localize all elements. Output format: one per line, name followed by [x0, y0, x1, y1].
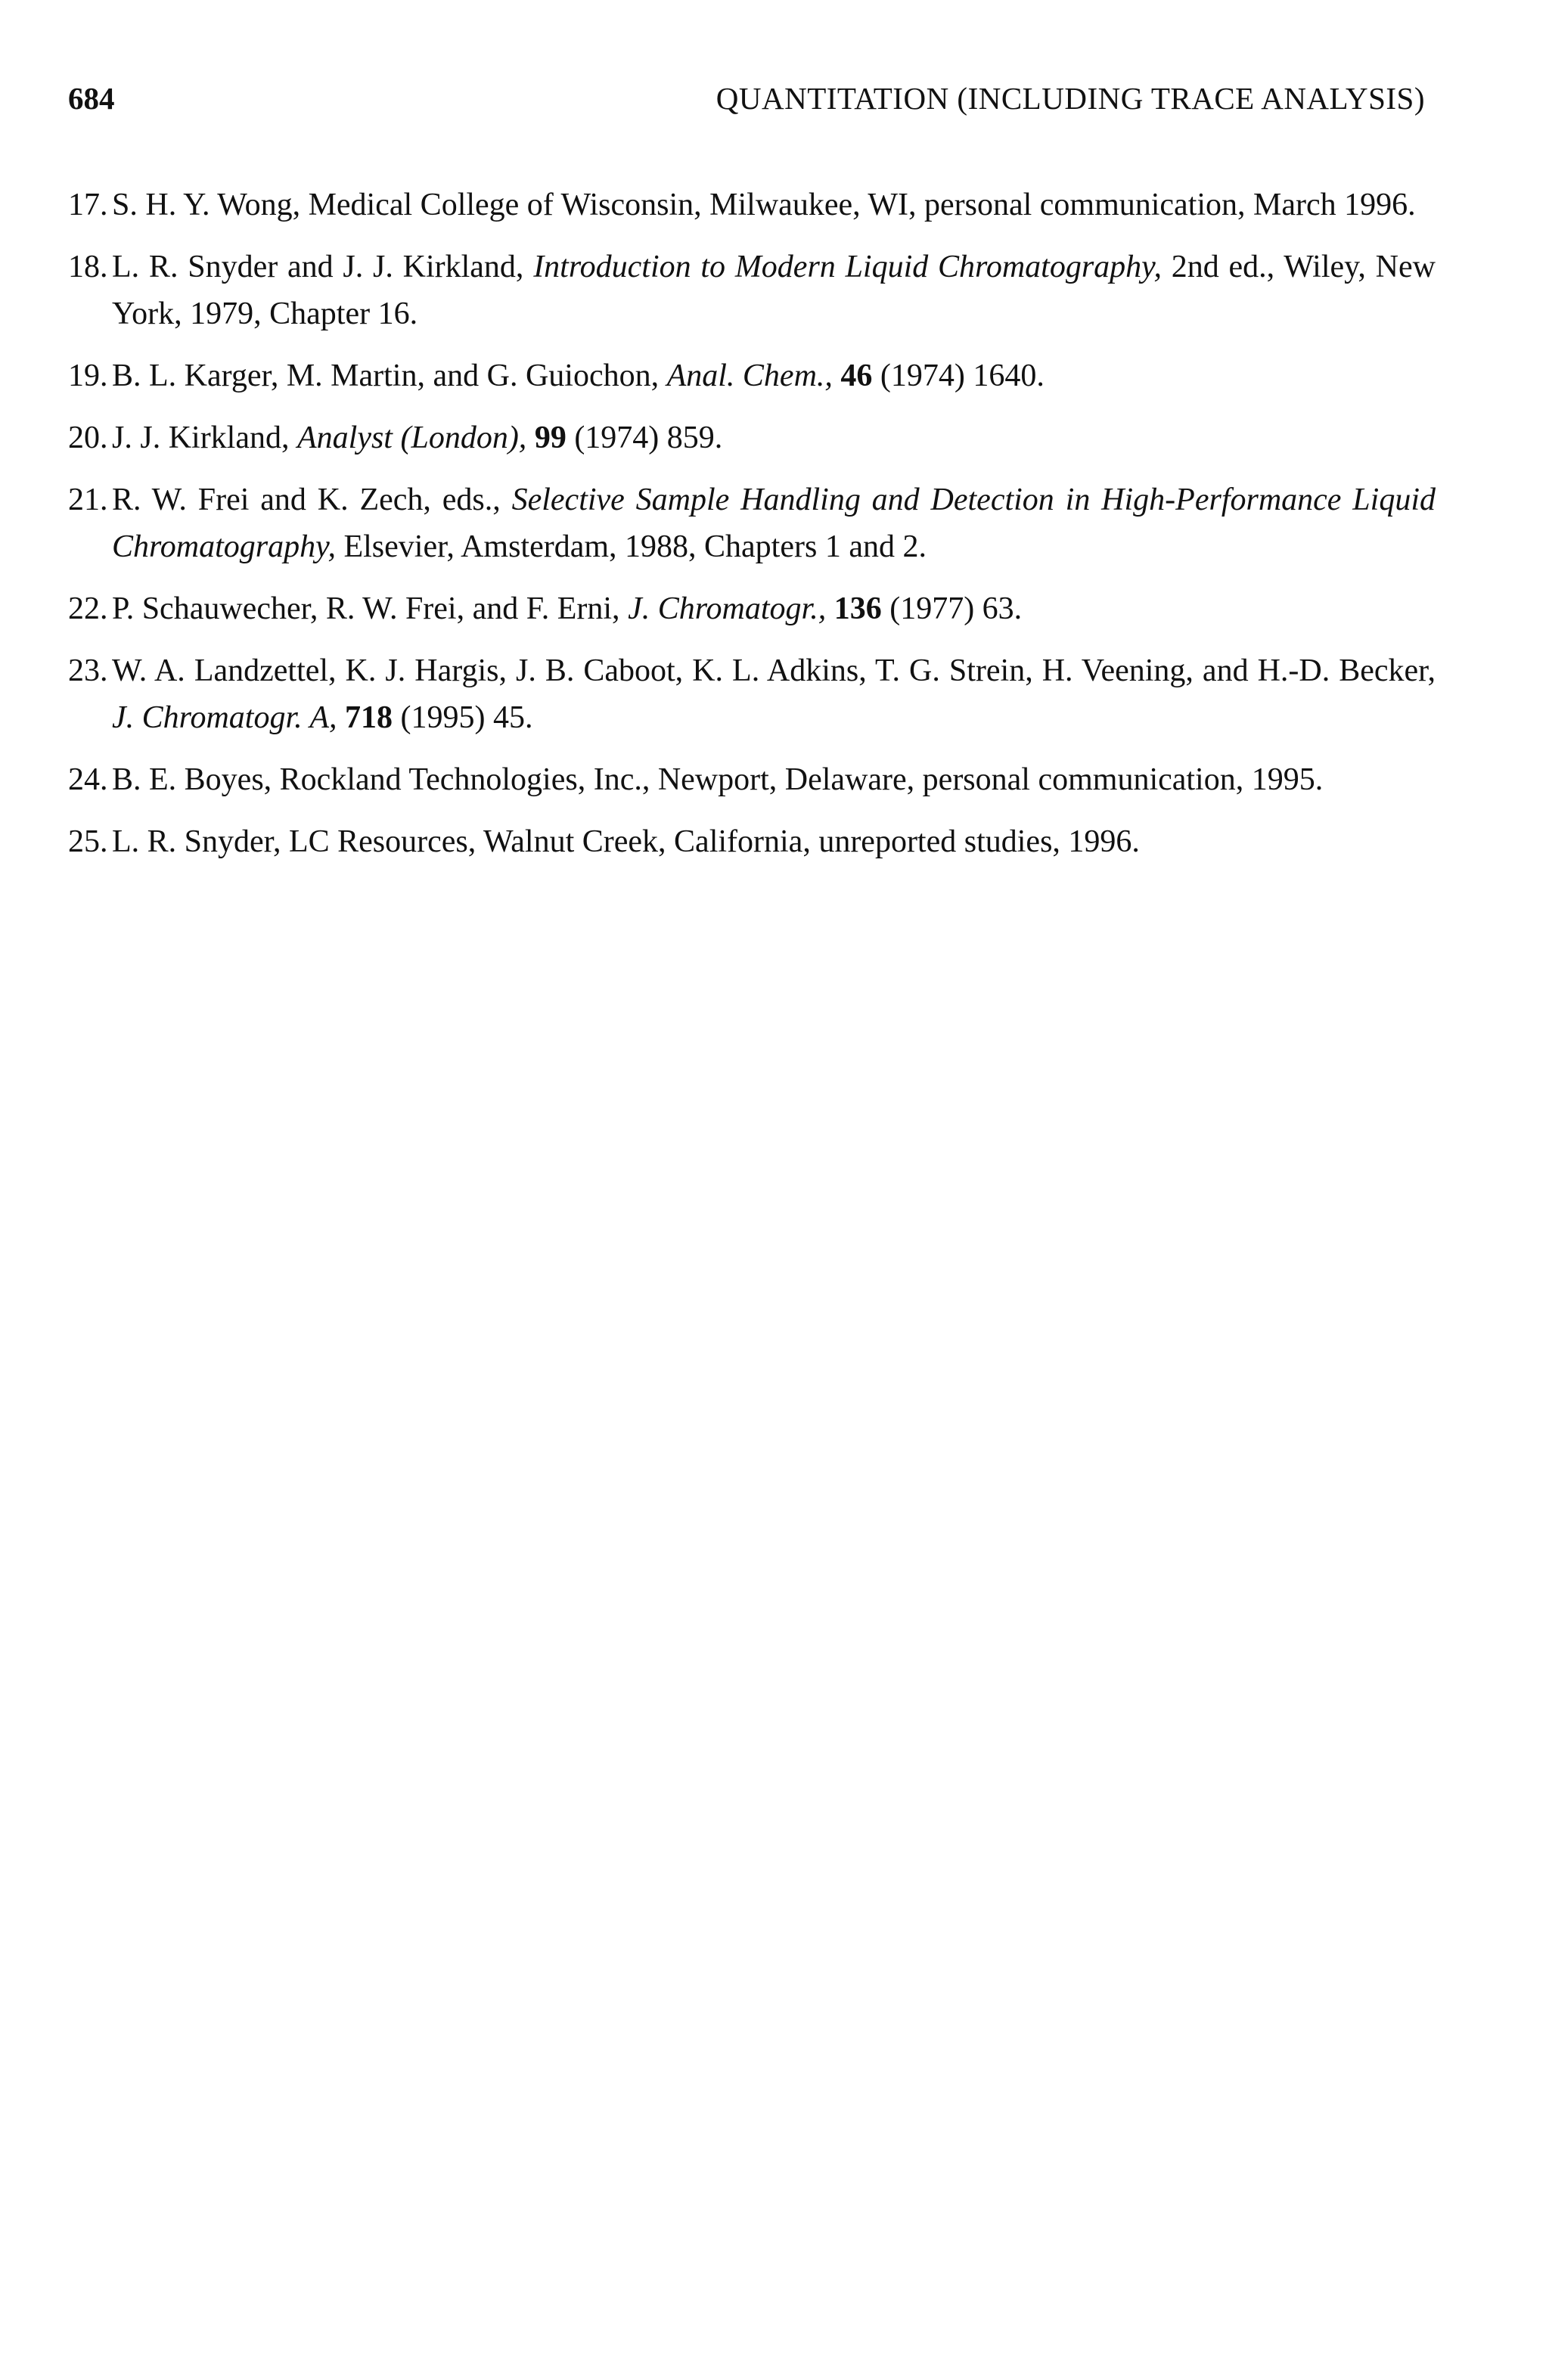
reference-item	[68, 585, 1436, 632]
reference-segment: L. R. Snyder, LC Resources, Walnut Creek, California, unreported studies, 1996.	[112, 824, 1140, 859]
reference-item	[68, 352, 1436, 399]
reference-item	[68, 818, 1436, 865]
reference-segment: J. J. Kirkland,	[112, 420, 297, 455]
reference-segment: B. L. Karger, M. Martin, and G. Guiochon,	[112, 358, 667, 393]
reference-title: Introduction to Modern Liquid Chromatography,	[533, 250, 1162, 284]
reference-number: 21 .	[68, 476, 108, 523]
running-head: QUANTITATION (INCLUDING TRACE ANALYSIS)	[716, 81, 1425, 116]
reference-segment	[826, 591, 834, 626]
reference-segment: L. R. Snyder and J. J. Kirkland,	[112, 250, 534, 284]
reference-segment: P. Schauwecher, R. W. Frei, and F. Erni,	[112, 591, 629, 626]
reference-text	[112, 250, 1436, 331]
reference-volume: 99	[534, 420, 567, 455]
reference-number: 22 .	[68, 585, 108, 632]
reference-segment	[833, 358, 841, 393]
reference-list	[68, 182, 1436, 880]
reference-number: 19 .	[68, 352, 108, 399]
reference-segment: R. W. Frei and K. Zech, eds.,	[112, 483, 512, 517]
reference-volume: 718	[345, 700, 393, 735]
reference-segment	[337, 700, 346, 735]
reference-segment: (1995) 45.	[393, 700, 533, 735]
reference-title: Analyst (London),	[297, 420, 527, 455]
reference-segment: 2nd ed., Wiley, New York, 1979, Chapter 16.	[112, 250, 1436, 331]
reference-segment: (1974) 1640.	[872, 358, 1045, 393]
reference-text	[112, 358, 1045, 393]
reference-text	[112, 591, 1022, 626]
reference-text	[112, 420, 722, 455]
reference-item	[68, 182, 1436, 228]
reference-volume: 136	[833, 591, 882, 626]
page-number: 684	[68, 81, 115, 116]
reference-item	[68, 647, 1436, 741]
reference-number: 17 .	[68, 182, 108, 228]
page-header	[68, 80, 1425, 126]
reference-segment: B. E. Boyes, Rockland Technologies, Inc., Newport, Delaware, personal communication, 1995.	[112, 762, 1324, 797]
reference-text	[112, 762, 1323, 797]
reference-segment: W. A. Landzettel, K. J. Hargis, J. B. Caboot, K. L. Adkins, T. G. Strein, H. Veening, and H.-D. Becker,	[112, 653, 1436, 688]
reference-text	[112, 653, 1436, 735]
reference-segment: (1974) 859.	[566, 420, 723, 455]
reference-segment: (1977) 63.	[881, 591, 1023, 626]
reference-number: 20 .	[68, 414, 108, 461]
reference-segment	[526, 420, 535, 455]
reference-text	[112, 824, 1140, 859]
reference-text	[112, 483, 1436, 564]
reference-number: 24 .	[68, 756, 108, 803]
reference-title: Selective Sample Handling and Detection in High-Performance Liquid Chromatography,	[112, 483, 1436, 564]
reference-text	[112, 188, 1416, 222]
reference-number: 25 .	[68, 818, 108, 865]
reference-segment: S. H. Y. Wong, Medical College of Wisconsin, Milwaukee, WI, personal communication, March 1996.	[112, 188, 1416, 222]
reference-title: Anal. Chem.,	[666, 358, 833, 393]
reference-item	[68, 756, 1436, 803]
reference-item	[68, 244, 1436, 337]
reference-number: 18 .	[68, 244, 108, 290]
reference-volume: 46	[840, 358, 873, 393]
reference-item	[68, 476, 1436, 570]
reference-item	[68, 414, 1436, 461]
reference-title: J. Chromatogr. A,	[112, 700, 337, 735]
reference-segment: Elsevier, Amsterdam, 1988, Chapters 1 and 2.	[335, 529, 927, 564]
reference-number: 23 .	[68, 647, 108, 694]
reference-title: J. Chromatogr.,	[628, 591, 827, 626]
